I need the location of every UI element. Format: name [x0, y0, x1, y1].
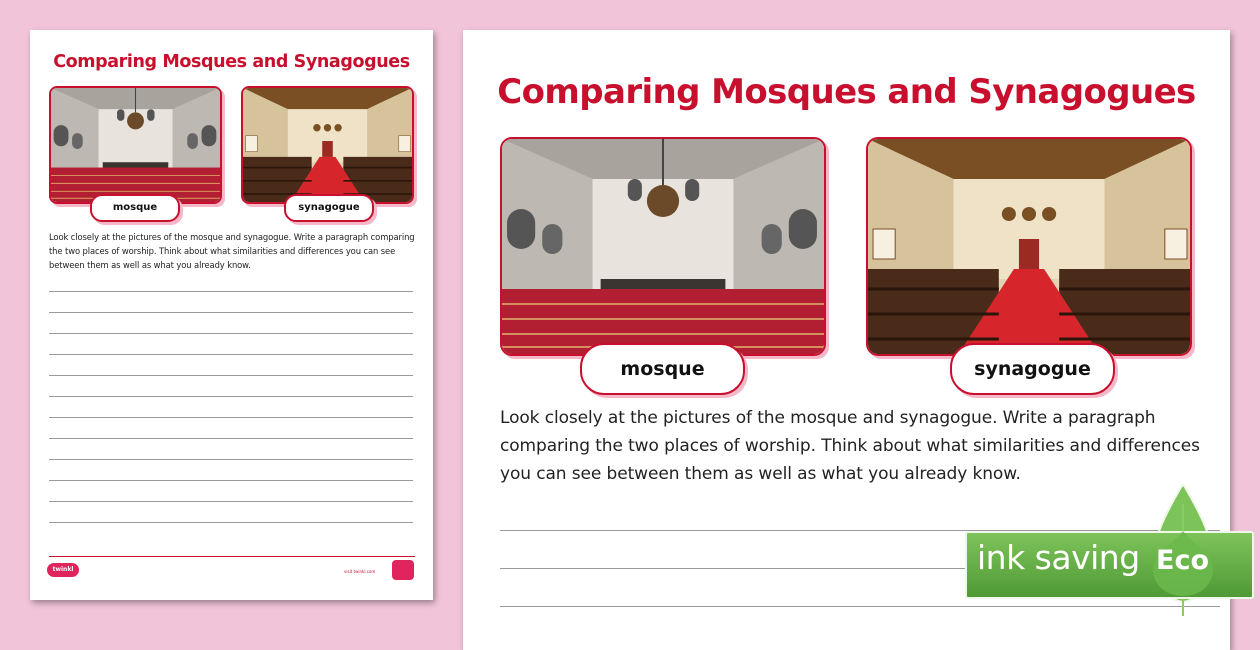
synagogue-photo-large	[866, 137, 1192, 356]
mosque-label: mosque	[90, 194, 180, 222]
synagogue-label: synagogue	[284, 194, 374, 222]
writing-line	[49, 417, 413, 418]
writing-line	[49, 375, 413, 376]
thumbnail-title: Comparing Mosques and Synagogues	[53, 52, 410, 72]
footer-url: visit twinkl.com	[344, 569, 376, 574]
worksheet-thumbnail	[30, 30, 433, 600]
writing-line	[49, 459, 413, 460]
thumbnail-instructions: Look closely at the pictures of the mosque and synagogue. Write a paragraph comparing the two places of worship. Think about what similarities and differences you can see between them as well as what you already know.	[49, 232, 415, 270]
page-title: Comparing Mosques and Synagogues	[497, 72, 1196, 112]
eco-label: Eco	[1156, 545, 1209, 576]
footer-badge-icon	[392, 560, 414, 580]
writing-line	[49, 354, 413, 355]
instructions: Look closely at the pictures of the mosque and synagogue. Write a paragraph comparing the two places of worship. Think about what similarities and differences you can see between them as well as what you already know.	[500, 408, 1200, 484]
footer-divider	[49, 556, 415, 557]
mosque-photo-large	[500, 137, 826, 356]
writing-line	[49, 333, 413, 334]
writing-line	[49, 480, 413, 481]
twinkl-logo: twinkl	[47, 563, 79, 577]
mosque-photo	[49, 86, 222, 204]
writing-line	[49, 501, 413, 502]
writing-line	[49, 438, 413, 439]
writing-line	[49, 312, 413, 313]
writing-line	[49, 522, 413, 523]
ink-saving-eco-badge	[965, 484, 1260, 624]
synagogue-photo	[241, 86, 414, 204]
writing-line	[49, 291, 413, 292]
writing-line	[49, 396, 413, 397]
ink-saving-label: ink saving	[977, 538, 1140, 577]
mosque-label-large: mosque	[580, 343, 745, 395]
synagogue-label-large: synagogue	[950, 343, 1115, 395]
